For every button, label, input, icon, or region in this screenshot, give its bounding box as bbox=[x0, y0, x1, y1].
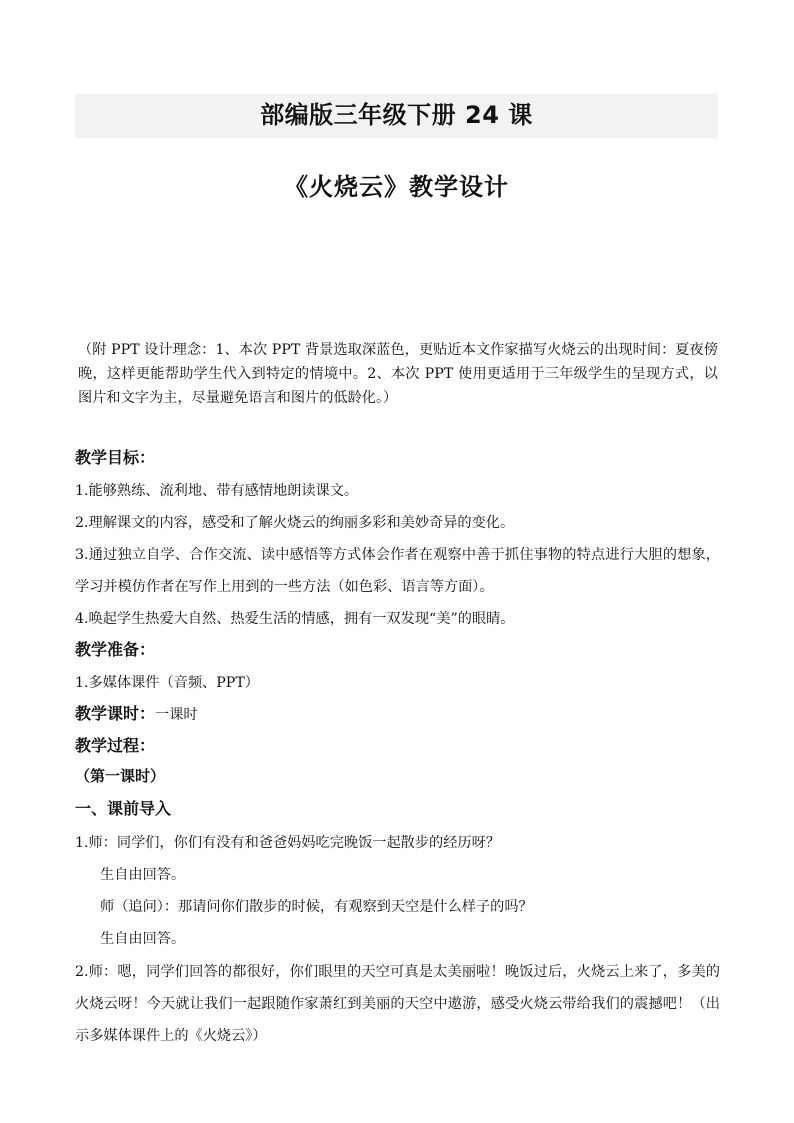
teaching-preparation-heading: 教学准备： bbox=[75, 640, 156, 659]
document-title: 部编版三年级下册 24 课 bbox=[260, 101, 533, 129]
document-subtitle: 《火烧云》教学设计 bbox=[284, 173, 509, 201]
preparation-item: 1.多媒体课件（音频、PPT） bbox=[75, 675, 259, 691]
session-label: （第一课时） bbox=[75, 767, 166, 785]
teaching-process-heading: 教学过程： bbox=[75, 736, 156, 755]
goal-item: 2.理解课文的内容，感受和了解火烧云的绚丽多彩和美妙奇异的变化。 bbox=[75, 515, 515, 531]
process-line: 生自由回答。 bbox=[100, 931, 186, 947]
goal-item: 3.通过独立自学、合作交流、读中感悟等方式体会作者在观察中善于抓住事物的特点进行大胆的想象，学习并模仿作者在写作上用到的一些方法（如色彩、语言等方面）。 bbox=[75, 547, 720, 595]
section-heading: 一、课前导入 bbox=[75, 799, 172, 818]
class-hours-value: 一课时 bbox=[155, 707, 198, 723]
process-line: 2.师：嗯，同学们回答的都很好，你们眼里的天空可真是太美丽啦！晚饭过后，火烧云上来了，多美的火烧云呀！今天就让我们一起跟随作家萧红到美丽的天空中遨游，感受火烧云带给我们的震撼吧！（出示多媒体课件上的《火烧云》） bbox=[75, 964, 720, 1044]
process-line: 生自由回答。 bbox=[100, 867, 186, 883]
ppt-design-note: （附 PPT 设计理念：1、本次 PPT 背景选取深蓝色，更贴近本文作家描写火烧云的出现时间：夏夜傍晚，这样更能帮助学生代入到特定的情境中。2、本次 PPT 使用更适用于三年级学生的呈现方式，以图片和文字为主，尽量避免语言和图片的低龄化。） bbox=[78, 342, 718, 406]
class-hours-row bbox=[75, 702, 198, 727]
goal-item: 1.能够熟练、流利地、带有感情地朗读课文。 bbox=[75, 483, 359, 499]
goal-item: 4.唤起学生热爱大自然、热爱生活的情感，拥有一双发现“美”的眼睛。 bbox=[75, 611, 515, 627]
process-line: 师（追问）：那请问你们散步的时候，有观察到天空是什么样子的吗？ bbox=[100, 899, 533, 915]
process-line: 1.师：同学们，你们有没有和爸爸妈妈吃完晚饭一起散步的经历呀？ bbox=[75, 835, 500, 851]
class-hours-heading: 教学课时： bbox=[75, 704, 156, 723]
teaching-goals-heading: 教学目标： bbox=[75, 448, 156, 467]
